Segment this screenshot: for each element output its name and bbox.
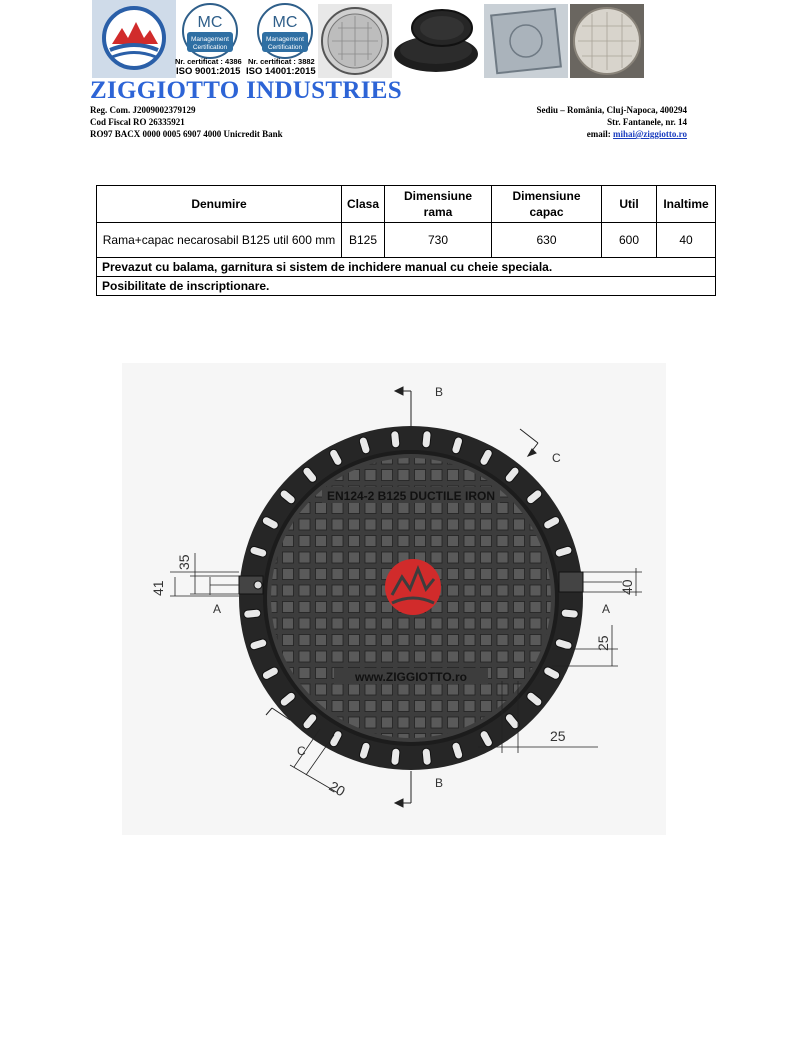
- grid-cell: [365, 684, 376, 695]
- grid-cell: [497, 503, 508, 514]
- address-city-line: Sediu – România, Cluj-Napoca, 400294: [536, 105, 687, 115]
- grid-cell: [365, 635, 376, 646]
- grid-cell: [497, 651, 508, 662]
- manhole-cover-photo-2: [392, 4, 482, 78]
- grid-cell: [415, 717, 426, 728]
- grid-cell: [481, 618, 492, 629]
- frame-slot: [561, 609, 579, 619]
- cell-util: 600: [602, 223, 657, 258]
- grid-cell: [514, 519, 525, 530]
- grid-cell: [349, 701, 360, 712]
- grid-cell: [431, 684, 442, 695]
- grid-cell: [316, 618, 327, 629]
- grid-cell: [497, 635, 508, 646]
- grid-cell: [464, 602, 475, 613]
- grid-cell: [415, 684, 426, 695]
- lock-right: [559, 572, 583, 592]
- grid-cell: [431, 503, 442, 514]
- grid-cell: [382, 701, 393, 712]
- grid-cell: [448, 602, 459, 613]
- company-name: ZIGGIOTTO INDUSTRIES: [90, 77, 402, 104]
- grid-cell: [497, 602, 508, 613]
- grid-cell: [349, 519, 360, 530]
- grid-cell: [283, 602, 294, 613]
- grid-cell: [316, 519, 327, 530]
- grid-cell: [299, 651, 310, 662]
- grid-cell: [448, 585, 459, 596]
- grid-cell: [332, 684, 343, 695]
- manhole-cover-photo-3: [484, 4, 568, 78]
- grid-cell: [448, 503, 459, 514]
- grid-cell: [398, 684, 409, 695]
- grid-cell: [448, 701, 459, 712]
- grid-cell: [349, 684, 360, 695]
- grid-cell: [365, 470, 376, 481]
- grid-cell: [382, 717, 393, 728]
- grid-cell: [365, 519, 376, 530]
- grid-cell: [365, 503, 376, 514]
- grid-cell: [464, 635, 475, 646]
- grid-cell: [481, 635, 492, 646]
- technical-drawing: [122, 363, 666, 835]
- grid-cell: [299, 536, 310, 547]
- grid-cell: [464, 519, 475, 530]
- grid-cell: [464, 552, 475, 563]
- grid-cell: [316, 602, 327, 613]
- col-denumire: Denumire: [97, 186, 342, 223]
- grid-cell: [530, 635, 541, 646]
- grid-cell: [415, 618, 426, 629]
- grid-cell: [448, 651, 459, 662]
- frame-slot: [390, 430, 400, 448]
- grid-cell: [514, 651, 525, 662]
- label-a-right: A: [602, 602, 611, 616]
- manhole-cover-photo-1: [318, 4, 392, 78]
- grid-cell: [332, 569, 343, 580]
- grid-cell: [464, 651, 475, 662]
- grid-cell: [530, 602, 541, 613]
- grid-cell: [365, 569, 376, 580]
- grid-cell: [283, 552, 294, 563]
- grid-cell: [283, 585, 294, 596]
- cover-inscription-bottom: www.ZIGGIOTTO.ro: [354, 670, 468, 684]
- grid-cell: [464, 585, 475, 596]
- address-street-line: Str. Fantanele, nr. 14: [607, 117, 687, 127]
- grid-cell: [431, 635, 442, 646]
- grid-cell: [431, 519, 442, 530]
- dim-25-vertical: 25: [595, 635, 611, 651]
- grid-cell: [382, 470, 393, 481]
- grid-cell: [415, 470, 426, 481]
- grid-cell: [332, 552, 343, 563]
- grid-cell: [514, 569, 525, 580]
- grid-cell: [316, 569, 327, 580]
- dim-41: 41: [150, 580, 166, 596]
- grid-cell: [530, 552, 541, 563]
- grid-cell: [415, 651, 426, 662]
- grid-cell: [514, 618, 525, 629]
- grid-cell: [431, 717, 442, 728]
- grid-cell: [514, 668, 525, 679]
- grid-cell: [464, 701, 475, 712]
- grid-cell: [514, 585, 525, 596]
- grid-cell: [382, 536, 393, 547]
- grid-cell: [299, 519, 310, 530]
- grid-cell: [349, 536, 360, 547]
- grid-cell: [530, 618, 541, 629]
- grid-cell: [316, 651, 327, 662]
- grid-cell: [530, 569, 541, 580]
- grid-cell: [415, 503, 426, 514]
- svg-text:MC: MC: [197, 14, 223, 31]
- grid-cell: [497, 569, 508, 580]
- dim-20: 20: [326, 777, 348, 800]
- grid-cell: [464, 684, 475, 695]
- grid-cell: [398, 536, 409, 547]
- grid-cell: [299, 668, 310, 679]
- grid-cell: [415, 519, 426, 530]
- grid-cell: [365, 717, 376, 728]
- note-row: [97, 277, 716, 296]
- dim-25-horizontal: 25: [550, 728, 566, 744]
- grid-cell: [349, 552, 360, 563]
- grid-cell: [283, 635, 294, 646]
- cell-dim-capac: 630: [492, 223, 602, 258]
- grid-cell: [497, 552, 508, 563]
- grid-cell: [431, 552, 442, 563]
- grid-cell: [382, 519, 393, 530]
- grid-cell: [398, 635, 409, 646]
- grid-cell: [481, 503, 492, 514]
- cert-number-14001: Nr. certificat : 3882: [248, 57, 315, 66]
- cell-clasa: B125: [342, 223, 385, 258]
- grid-cell: [349, 635, 360, 646]
- svg-text:Certification: Certification: [267, 44, 303, 51]
- grid-cell: [332, 651, 343, 662]
- grid-cell: [365, 602, 376, 613]
- cert-number-9001: Nr. certificat : 4386: [175, 57, 242, 66]
- grid-cell: [431, 651, 442, 662]
- grid-cell: [349, 602, 360, 613]
- col-dim-capac: Dimensiune capac: [492, 186, 602, 223]
- grid-cell: [332, 618, 343, 629]
- grid-cell: [415, 635, 426, 646]
- grid-cell: [365, 552, 376, 563]
- reg-com-line: Reg. Com. J2009002379129: [90, 105, 196, 115]
- grid-cell: [514, 552, 525, 563]
- cell-dim-rama: 730: [385, 223, 492, 258]
- frame-slot: [391, 748, 401, 766]
- label-c-bottom: C: [297, 744, 306, 758]
- grid-cell: [382, 651, 393, 662]
- grid-cell: [415, 701, 426, 712]
- grid-cell: [349, 618, 360, 629]
- grid-cell: [398, 470, 409, 481]
- grid-cell: [497, 618, 508, 629]
- ziggiotto-logo: [92, 0, 176, 78]
- grid-cell: [481, 651, 492, 662]
- grid-cell: [481, 684, 492, 695]
- spec-table: [96, 185, 716, 296]
- grid-cell: [497, 519, 508, 530]
- grid-cell: [382, 503, 393, 514]
- grid-cell: [497, 684, 508, 695]
- grid-cell: [481, 569, 492, 580]
- manhole-cover-photo-4: [570, 4, 644, 78]
- grid-cell: [448, 635, 459, 646]
- grid-cell: [431, 701, 442, 712]
- grid-cell: [481, 585, 492, 596]
- svg-text:Management: Management: [266, 36, 304, 43]
- grid-cell: [316, 536, 327, 547]
- grid-cell: [481, 602, 492, 613]
- note-inscription: Posibilitate de inscriptionare.: [97, 277, 716, 296]
- grid-cell: [382, 684, 393, 695]
- col-inaltime: Inaltime: [657, 186, 716, 223]
- ziggiotto-red-logo: [385, 559, 441, 615]
- grid-cell: [448, 618, 459, 629]
- grid-cell: [332, 701, 343, 712]
- frame-slot: [422, 430, 432, 448]
- cover-inscription-top: EN124-2 B125 DUCTILE IRON: [326, 489, 496, 503]
- grid-cell: [316, 684, 327, 695]
- fiscal-code-line: Cod Fiscal RO 26335921: [90, 117, 185, 127]
- email-link[interactable]: mihai@ziggiotto.ro: [613, 129, 687, 139]
- grid-cell: [398, 717, 409, 728]
- grid-cell: [398, 618, 409, 629]
- label-b-top: B: [435, 385, 444, 399]
- table-header-row: [97, 186, 716, 223]
- grid-cell: [316, 585, 327, 596]
- grid-cell: [332, 519, 343, 530]
- grid-cell: [316, 552, 327, 563]
- grid-cell: [530, 585, 541, 596]
- note-row: [97, 258, 716, 277]
- grid-cell: [382, 618, 393, 629]
- cell-inaltime: 40: [657, 223, 716, 258]
- grid-cell: [332, 635, 343, 646]
- grid-cell: [299, 569, 310, 580]
- grid-cell: [398, 701, 409, 712]
- frame-slot: [422, 748, 432, 766]
- grid-cell: [332, 602, 343, 613]
- iso-9001-label: ISO 9001:2015: [176, 66, 241, 77]
- cell-denumire: Rama+capac necarosabil B125 util 600 mm: [97, 223, 342, 258]
- dim-40: 40: [619, 579, 635, 595]
- grid-cell: [431, 618, 442, 629]
- grid-cell: [431, 470, 442, 481]
- col-clasa: Clasa: [342, 186, 385, 223]
- grid-cell: [464, 569, 475, 580]
- grid-cell: [349, 651, 360, 662]
- grid-cell: [514, 602, 525, 613]
- grid-cell: [398, 651, 409, 662]
- grid-cell: [497, 536, 508, 547]
- grid-cell: [382, 635, 393, 646]
- iso-14001-label: ISO 14001:2015: [246, 66, 316, 77]
- grid-cell: [448, 717, 459, 728]
- grid-cell: [481, 701, 492, 712]
- label-a-left: A: [213, 602, 222, 616]
- grid-cell: [299, 618, 310, 629]
- label-c-top: C: [552, 451, 561, 465]
- grid-cell: [299, 602, 310, 613]
- grid-cell: [332, 503, 343, 514]
- note-features: Prevazut cu balama, garnitura si sistem de inchidere manual cu cheie speciala.: [97, 258, 716, 277]
- grid-cell: [283, 569, 294, 580]
- grid-cell: [299, 552, 310, 563]
- svg-text:Management: Management: [191, 36, 229, 43]
- grid-cell: [481, 536, 492, 547]
- grid-cell: [398, 519, 409, 530]
- grid-cell: [299, 635, 310, 646]
- grid-cell: [415, 536, 426, 547]
- grid-cell: [497, 668, 508, 679]
- grid-cell: [349, 569, 360, 580]
- grid-cell: [316, 503, 327, 514]
- grid-cell: [349, 503, 360, 514]
- grid-cell: [349, 585, 360, 596]
- grid-cell: [382, 552, 393, 563]
- grid-cell: [514, 635, 525, 646]
- svg-text:MC: MC: [272, 14, 298, 31]
- grid-cell: [464, 536, 475, 547]
- grid-cell: [448, 470, 459, 481]
- dim-35: 35: [176, 554, 192, 570]
- email-line: email: mihai@ziggiotto.ro: [586, 129, 687, 139]
- grid-cell: [365, 585, 376, 596]
- grid-cell: [365, 536, 376, 547]
- grid-cell: [497, 585, 508, 596]
- grid-cell: [332, 536, 343, 547]
- frame-slot: [243, 609, 261, 619]
- table-row: [97, 223, 716, 258]
- grid-cell: [365, 618, 376, 629]
- grid-cell: [448, 684, 459, 695]
- grid-cell: [481, 519, 492, 530]
- grid-cell: [316, 668, 327, 679]
- grid-cell: [299, 585, 310, 596]
- grid-cell: [332, 585, 343, 596]
- grid-cell: [431, 536, 442, 547]
- grid-cell: [448, 536, 459, 547]
- grid-cell: [365, 651, 376, 662]
- grid-cell: [283, 618, 294, 629]
- grid-cell: [365, 701, 376, 712]
- col-util: Util: [602, 186, 657, 223]
- grid-cell: [398, 503, 409, 514]
- bank-account-line: RO97 BACX 0000 0005 6907 4000 Unicredit Bank: [90, 129, 283, 139]
- label-b-bottom: B: [435, 776, 444, 790]
- grid-cell: [448, 519, 459, 530]
- svg-text:Certification: Certification: [192, 44, 228, 51]
- col-dim-rama: Dimensiune rama: [385, 186, 492, 223]
- grid-cell: [316, 635, 327, 646]
- grid-cell: [448, 569, 459, 580]
- grid-cell: [464, 503, 475, 514]
- grid-cell: [481, 552, 492, 563]
- grid-cell: [448, 552, 459, 563]
- grid-cell: [464, 618, 475, 629]
- grid-cell: [514, 536, 525, 547]
